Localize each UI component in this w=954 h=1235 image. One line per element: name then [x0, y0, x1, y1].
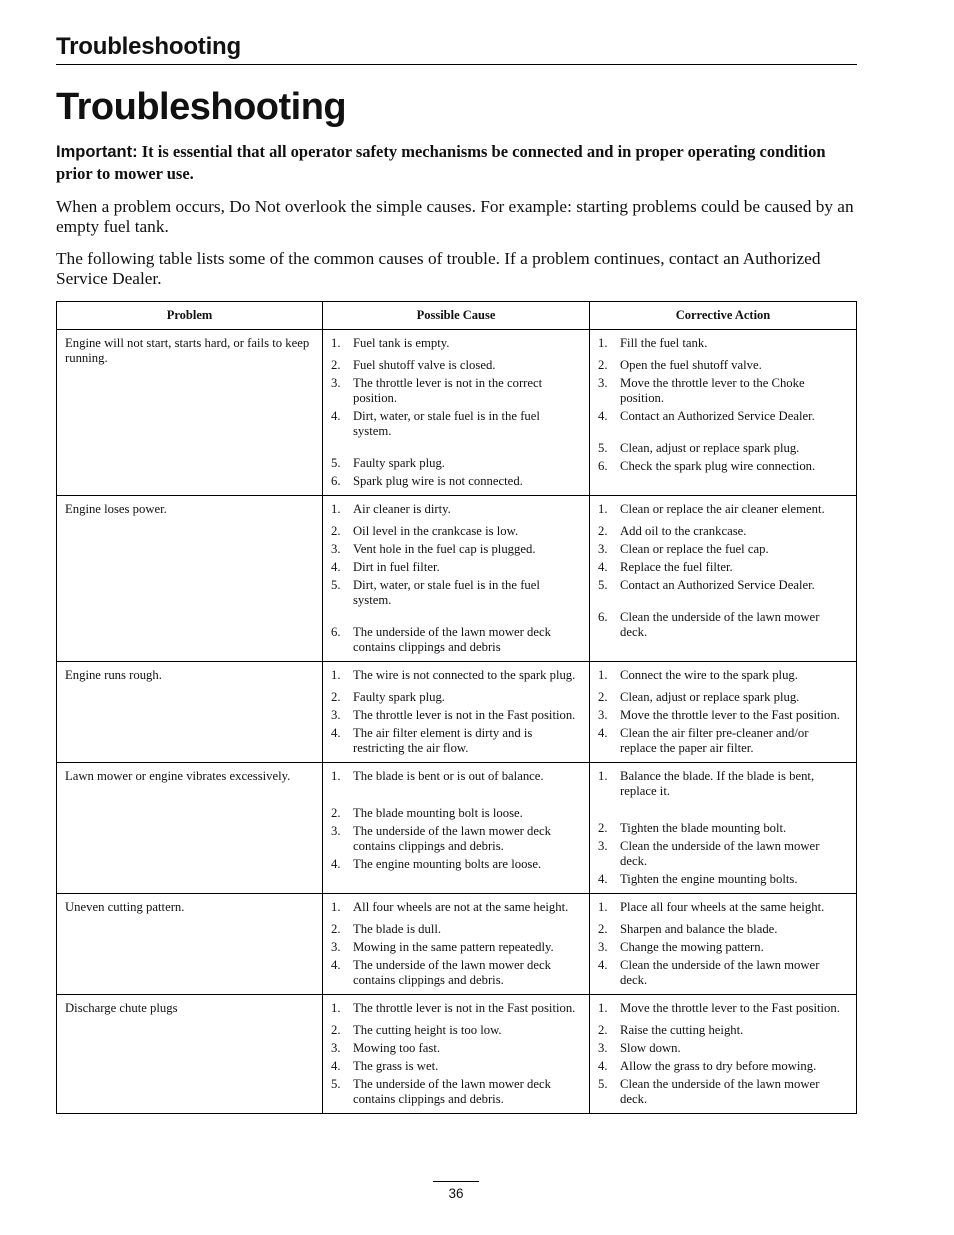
- item-number: 5.: [598, 441, 608, 455]
- problem-cell: Lawn mower or engine vibrates excessively.: [57, 763, 323, 894]
- action-text: Contact an Authorized Service Dealer.: [620, 578, 815, 592]
- list-item: [331, 922, 581, 937]
- cause-text: The throttle lever is not in the Fast position.: [353, 708, 576, 722]
- item-number: 6.: [598, 610, 608, 624]
- list-item: [598, 1059, 848, 1074]
- cause-text: Dirt, water, or stale fuel is in the fuel system.: [353, 578, 540, 607]
- list-item: [598, 900, 848, 915]
- cause-text: Fuel shutoff valve is closed.: [353, 358, 496, 372]
- list-item: [598, 502, 848, 517]
- item-number: 3.: [598, 940, 608, 954]
- item-number: 4.: [598, 726, 608, 740]
- cause-text: Air cleaner is dirty.: [353, 502, 451, 516]
- cause-text: The underside of the lawn mower deck contains clippings and debris.: [353, 1077, 551, 1106]
- item-number: 3.: [331, 708, 341, 722]
- possible-cause-cell: [323, 995, 590, 1114]
- item-number: 4.: [598, 409, 608, 423]
- list-item: [598, 578, 848, 593]
- header-problem: Problem: [57, 302, 323, 330]
- action-text: Change the mowing pattern.: [620, 940, 764, 954]
- cause-list: [331, 900, 581, 988]
- item-number: 4.: [331, 1059, 341, 1073]
- list-item: [598, 376, 848, 406]
- item-number: 1.: [331, 668, 341, 682]
- item-number: 3.: [331, 824, 341, 838]
- action-text: Clean the underside of the lawn mower deck.: [620, 1077, 820, 1106]
- list-item: [331, 806, 581, 821]
- cause-text: Mowing in the same pattern repeatedly.: [353, 940, 554, 954]
- list-item: [598, 1041, 848, 1056]
- action-text: Replace the fuel filter.: [620, 560, 733, 574]
- item-number: 6.: [331, 474, 341, 488]
- intro-paragraph: When a problem occurs, Do Not overlook the simple causes. For example: starting problems could be caused by an empty fuel tank.: [56, 197, 854, 236]
- cause-text: The underside of the lawn mower deck contains clippings and debris.: [353, 824, 551, 853]
- cause-text: Faulty spark plug.: [353, 690, 445, 704]
- cause-text: The wire is not connected to the spark plug.: [353, 668, 576, 682]
- list-item: [331, 1023, 581, 1038]
- corrective-action-cell: [590, 330, 857, 496]
- table-header-row: [57, 302, 857, 330]
- table-row: [57, 496, 857, 662]
- action-text: Balance the blade. If the blade is bent, replace it.: [620, 769, 815, 798]
- action-text: Raise the cutting height.: [620, 1023, 744, 1037]
- table-row: [57, 894, 857, 995]
- cause-text: Vent hole in the fuel cap is plugged.: [353, 542, 536, 556]
- item-number: 1.: [598, 1001, 608, 1015]
- important-notice: [56, 141, 856, 184]
- action-text: Move the throttle lever to the Fast position.: [620, 708, 840, 722]
- cause-text: Mowing too fast.: [353, 1041, 441, 1055]
- list-item: [331, 726, 581, 756]
- header-possible-cause: Possible Cause: [323, 302, 590, 330]
- item-number: 1.: [598, 502, 608, 516]
- item-number: 5.: [598, 1077, 608, 1091]
- list-item: [598, 690, 848, 705]
- list-item: [331, 1041, 581, 1056]
- item-number: 1.: [598, 900, 608, 914]
- cause-text: The blade is dull.: [353, 922, 442, 936]
- action-text: Move the throttle lever to the Choke position.: [620, 376, 805, 405]
- list-item: [598, 524, 848, 539]
- item-number: 2.: [598, 1023, 608, 1037]
- list-item: [331, 542, 581, 557]
- cause-list: [331, 769, 581, 872]
- list-item: [598, 560, 848, 575]
- item-number: 3.: [598, 839, 608, 853]
- list-item: [598, 940, 848, 955]
- action-text: Clean, adjust or replace spark plug.: [620, 441, 800, 455]
- action-text: Add oil to the crankcase.: [620, 524, 747, 538]
- list-item: [331, 940, 581, 955]
- troubleshooting-table: [56, 301, 857, 1114]
- list-item: [331, 336, 581, 351]
- item-number: 5.: [331, 578, 341, 592]
- action-text: Fill the fuel tank.: [620, 336, 708, 350]
- item-number: 4.: [331, 958, 341, 972]
- cause-text: The engine mounting bolts are loose.: [353, 857, 542, 871]
- list-item: [331, 502, 581, 517]
- list-item: [331, 958, 581, 988]
- action-text: Place all four wheels at the same height.: [620, 900, 825, 914]
- item-number: 4.: [331, 409, 341, 423]
- list-item: [598, 358, 848, 373]
- cause-list: [331, 336, 581, 489]
- item-number: 1.: [331, 1001, 341, 1015]
- list-item: [331, 769, 581, 784]
- cause-text: The grass is wet.: [353, 1059, 439, 1073]
- cause-text: The underside of the lawn mower deck contains clippings and debris.: [353, 958, 551, 987]
- action-list: [598, 769, 848, 887]
- page-title: Troubleshooting: [56, 86, 347, 128]
- action-text: Allow the grass to dry before mowing.: [620, 1059, 817, 1073]
- item-number: 4.: [331, 726, 341, 740]
- cause-text: The cutting height is too low.: [353, 1023, 502, 1037]
- item-number: 4.: [598, 1059, 608, 1073]
- list-item: [598, 668, 848, 683]
- problem-cell: Engine loses power.: [57, 496, 323, 662]
- corrective-action-cell: [590, 662, 857, 763]
- list-item: [598, 542, 848, 557]
- possible-cause-cell: [323, 496, 590, 662]
- list-item: [331, 668, 581, 683]
- table-intro-paragraph: The following table lists some of the common causes of trouble. If a problem continues, contact an Authorized Service Dealer.: [56, 249, 821, 288]
- item-number: 2.: [598, 690, 608, 704]
- action-text: Clean the air filter pre-cleaner and/or replace the paper air filter.: [620, 726, 809, 755]
- action-text: Move the throttle lever to the Fast position.: [620, 1001, 840, 1015]
- item-number: 3.: [331, 542, 341, 556]
- item-number: 2.: [331, 1023, 341, 1037]
- problem-cell: Engine runs rough.: [57, 662, 323, 763]
- list-item: [331, 1001, 581, 1016]
- action-text: Tighten the engine mounting bolts.: [620, 872, 798, 886]
- action-list: [598, 1001, 848, 1107]
- action-text: Open the fuel shutoff valve.: [620, 358, 762, 372]
- possible-cause-cell: [323, 330, 590, 496]
- item-number: 5.: [331, 456, 341, 470]
- list-item: [331, 690, 581, 705]
- action-text: Clean the underside of the lawn mower deck.: [620, 610, 820, 639]
- important-text: It is essential that all operator safety mechanisms be connected and in proper operating condition prior to mower use.: [56, 142, 826, 183]
- action-list: [598, 900, 848, 988]
- page-number: 36: [448, 1186, 464, 1201]
- list-item: [331, 456, 581, 471]
- list-item: [331, 900, 581, 915]
- list-item: [598, 726, 848, 756]
- table-row: [57, 763, 857, 894]
- item-number: 2.: [598, 922, 608, 936]
- list-item: [331, 857, 581, 872]
- item-number: 4.: [598, 560, 608, 574]
- action-text: Contact an Authorized Service Dealer.: [620, 409, 815, 423]
- action-text: Tighten the blade mounting bolt.: [620, 821, 787, 835]
- item-number: 2.: [331, 806, 341, 820]
- item-number: 1.: [331, 769, 341, 783]
- list-item: [598, 821, 848, 836]
- item-number: 5.: [598, 578, 608, 592]
- action-text: Clean the underside of the lawn mower deck.: [620, 839, 820, 868]
- list-item: [331, 625, 581, 655]
- cause-text: Oil level in the crankcase is low.: [353, 524, 519, 538]
- possible-cause-cell: [323, 763, 590, 894]
- list-item: [598, 1077, 848, 1107]
- item-number: 1.: [331, 502, 341, 516]
- item-number: 5.: [331, 1077, 341, 1091]
- corrective-action-cell: [590, 763, 857, 894]
- important-label: Important:: [56, 143, 138, 161]
- cause-text: The blade mounting bolt is loose.: [353, 806, 523, 820]
- item-number: 2.: [331, 524, 341, 538]
- list-item: [331, 1059, 581, 1074]
- item-number: 4.: [598, 958, 608, 972]
- action-text: Clean or replace the air cleaner element.: [620, 502, 825, 516]
- list-item: [598, 409, 848, 424]
- list-item: [598, 1023, 848, 1038]
- action-text: Clean, adjust or replace spark plug.: [620, 690, 800, 704]
- item-number: 3.: [598, 708, 608, 722]
- list-item: [598, 872, 848, 887]
- header-corrective-action: Corrective Action: [590, 302, 857, 330]
- corrective-action-cell: [590, 995, 857, 1114]
- problem-cell: Uneven cutting pattern.: [57, 894, 323, 995]
- item-number: 2.: [598, 524, 608, 538]
- cause-list: [331, 502, 581, 655]
- running-header: Troubleshooting: [56, 33, 241, 60]
- problem-cell: Engine will not start, starts hard, or fails to keep running.: [57, 330, 323, 496]
- item-number: 4.: [331, 560, 341, 574]
- cause-text: Fuel tank is empty.: [353, 336, 450, 350]
- list-item: [331, 524, 581, 539]
- item-number: 4.: [598, 872, 608, 886]
- list-item: [331, 376, 581, 406]
- item-number: 6.: [598, 459, 608, 473]
- item-number: 1.: [598, 668, 608, 682]
- action-text: Clean or replace the fuel cap.: [620, 542, 769, 556]
- item-number: 4.: [331, 857, 341, 871]
- cause-list: [331, 1001, 581, 1107]
- possible-cause-cell: [323, 662, 590, 763]
- cause-list: [331, 668, 581, 756]
- list-item: [331, 560, 581, 575]
- corrective-action-cell: [590, 894, 857, 995]
- table-row: [57, 662, 857, 763]
- list-item: [331, 358, 581, 373]
- table-row: [57, 995, 857, 1114]
- item-number: 2.: [598, 821, 608, 835]
- action-text: Connect the wire to the spark plug.: [620, 668, 798, 682]
- list-item: [598, 839, 848, 869]
- item-number: 3.: [598, 376, 608, 390]
- list-item: [598, 769, 848, 799]
- list-item: [598, 441, 848, 456]
- item-number: 3.: [598, 1041, 608, 1055]
- list-item: [598, 459, 848, 474]
- table-row: [57, 330, 857, 496]
- cause-text: All four wheels are not at the same height.: [353, 900, 569, 914]
- list-item: [598, 610, 848, 640]
- list-item: [598, 708, 848, 723]
- list-item: [331, 1077, 581, 1107]
- cause-text: Spark plug wire is not connected.: [353, 474, 523, 488]
- action-text: Check the spark plug wire connection.: [620, 459, 816, 473]
- cause-text: Dirt, water, or stale fuel is in the fuel system.: [353, 409, 540, 438]
- cause-text: The throttle lever is not in the Fast position.: [353, 1001, 576, 1015]
- item-number: 3.: [331, 376, 341, 390]
- corrective-action-cell: [590, 496, 857, 662]
- action-list: [598, 502, 848, 640]
- list-item: [598, 336, 848, 351]
- header-rule: [56, 64, 857, 65]
- list-item: [598, 958, 848, 988]
- list-item: [331, 409, 581, 439]
- item-number: 2.: [331, 922, 341, 936]
- item-number: 3.: [331, 1041, 341, 1055]
- cause-text: Faulty spark plug.: [353, 456, 445, 470]
- problem-cell: Discharge chute plugs: [57, 995, 323, 1114]
- action-list: [598, 336, 848, 474]
- item-number: 1.: [331, 336, 341, 350]
- list-item: [331, 578, 581, 608]
- cause-text: The air filter element is dirty and is restricting the air flow.: [353, 726, 533, 755]
- item-number: 1.: [598, 336, 608, 350]
- cause-text: The underside of the lawn mower deck contains clippings and debris: [353, 625, 551, 654]
- item-number: 6.: [331, 625, 341, 639]
- possible-cause-cell: [323, 894, 590, 995]
- list-item: [598, 1001, 848, 1016]
- cause-text: The blade is bent or is out of balance.: [353, 769, 544, 783]
- list-item: [331, 708, 581, 723]
- item-number: 2.: [598, 358, 608, 372]
- list-item: [331, 474, 581, 489]
- list-item: [598, 922, 848, 937]
- item-number: 3.: [598, 542, 608, 556]
- cause-text: Dirt in fuel filter.: [353, 560, 440, 574]
- list-item: [331, 824, 581, 854]
- item-number: 2.: [331, 690, 341, 704]
- item-number: 2.: [331, 358, 341, 372]
- action-text: Sharpen and balance the blade.: [620, 922, 778, 936]
- footer-rule: [433, 1181, 479, 1182]
- item-number: 3.: [331, 940, 341, 954]
- item-number: 1.: [598, 769, 608, 783]
- action-list: [598, 668, 848, 756]
- action-text: Clean the underside of the lawn mower deck.: [620, 958, 820, 987]
- item-number: 1.: [331, 900, 341, 914]
- action-text: Slow down.: [620, 1041, 681, 1055]
- cause-text: The throttle lever is not in the correct position.: [353, 376, 543, 405]
